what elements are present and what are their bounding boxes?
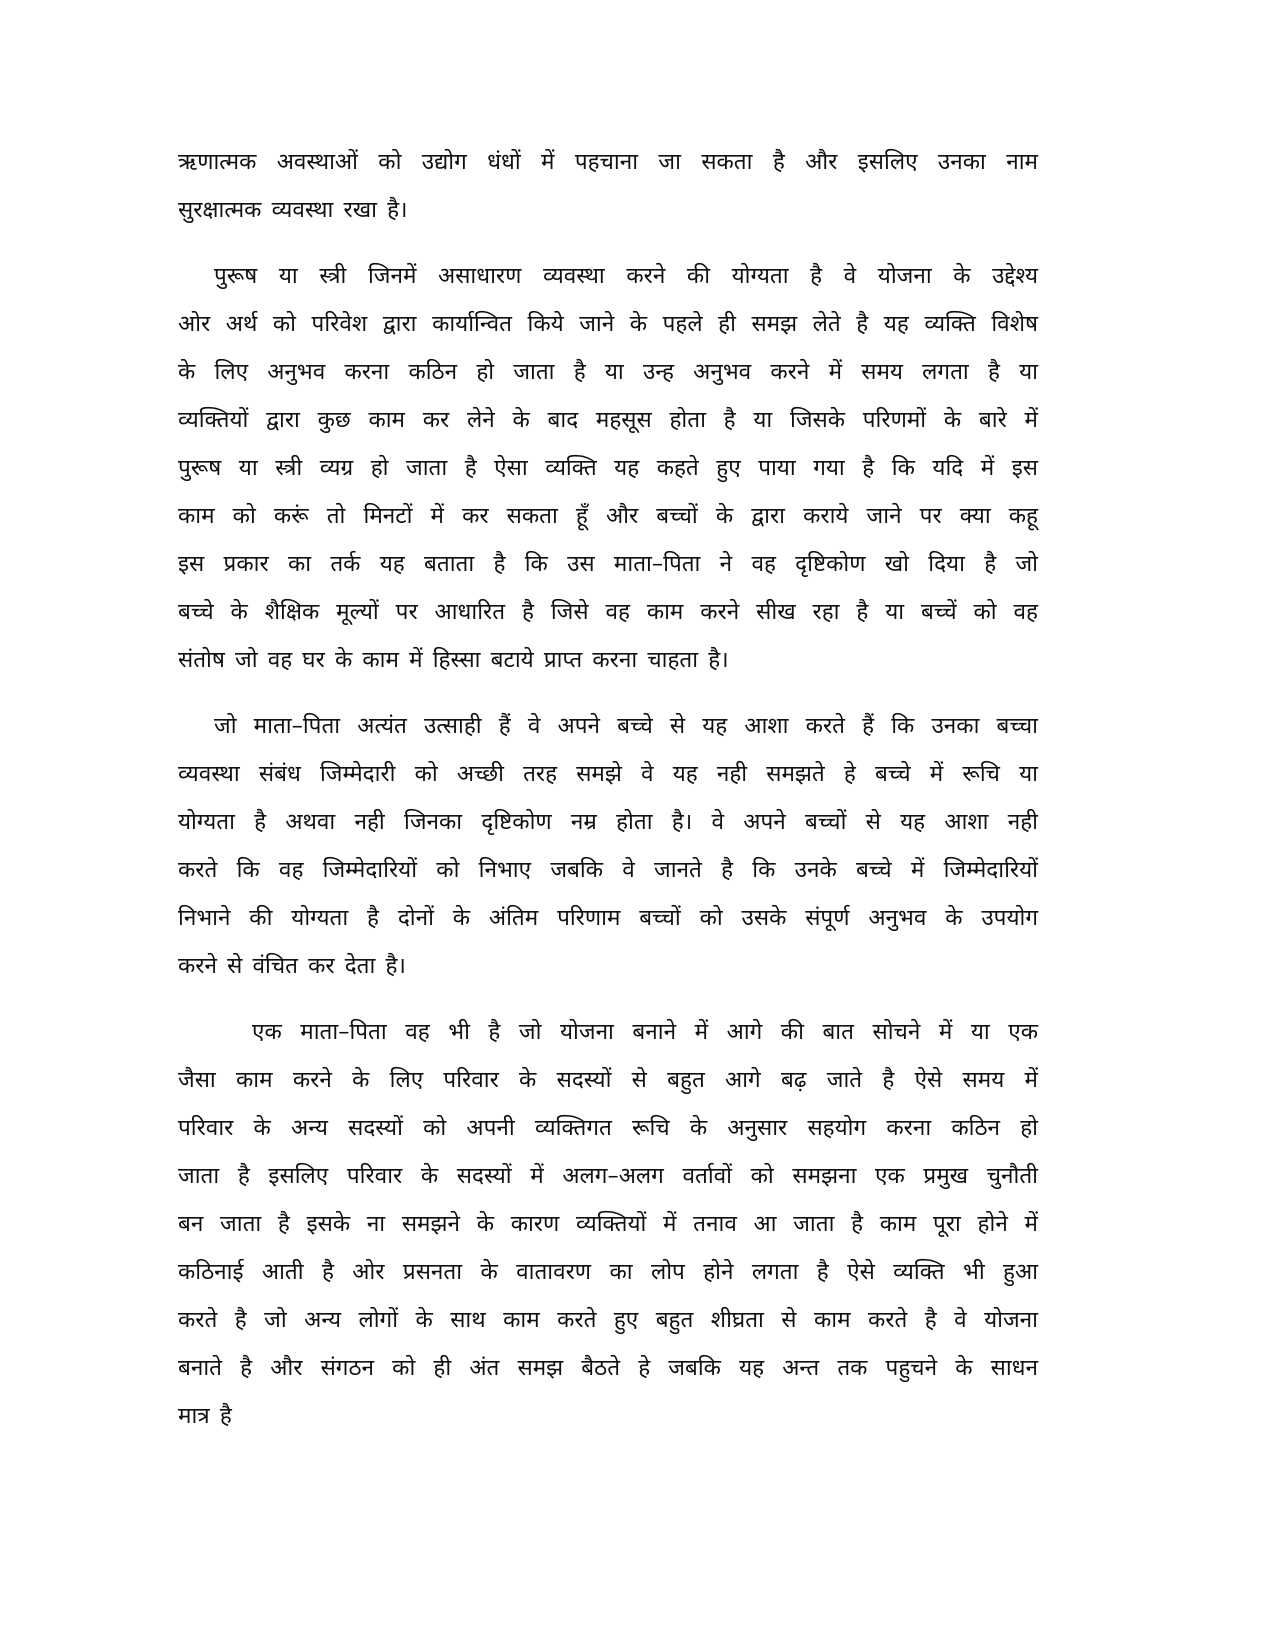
text-line: इस प्रकार का तर्क यह बताता है कि उस माता–पिता ने वह दृष्टिकोण खो दिया है जो <box>178 551 1038 577</box>
text-line: जाता है इसलिए परिवार के सदस्यों में अलग–अलग वर्तावों को समझना एक प्रमुख चुनौती <box>178 1163 1038 1189</box>
text-line: कठिनाई आती है ओर प्रसनता के वातावरण का लोप होने लगता है ऐसे व्यक्ति भी हुआ <box>178 1259 1038 1285</box>
text-line: बनाते है और संगठन को ही अंत समझ बैठते हे जबकि यह अन्त तक पहुचने के साधन <box>178 1355 1038 1381</box>
text-line: जो माता–पिता अत्यंत उत्साही हैं वे अपने बच्चे से यह आशा करते हैं कि उनका बच्चा <box>214 713 1038 739</box>
text-line: बन जाता है इसके ना समझने के कारण व्यक्तियों में तनाव आ जाता है काम पूरा होने में <box>178 1211 1038 1237</box>
text-line: परिवार के अन्य सदस्यों को अपनी व्यक्तिगत रूचि के अनुसार सहयोग करना कठिन हो <box>178 1115 1038 1141</box>
body-text <box>178 138 1038 1458</box>
text-line: करते है जो अन्य लोगों के साथ काम करते हुए बहुत शीघ्रता से काम करते है वे योजना <box>178 1307 1038 1333</box>
text-line: पुरूष या स्त्री व्यग्र हो जाता है ऐसा व्यक्ति यह कहते हुए पाया गया है कि यदि में इस <box>178 455 1038 481</box>
text-line: व्यक्तियों द्वारा कुछ काम कर लेने के बाद महसूस होता है या जिसके परिणमों के बारे में <box>178 407 1038 433</box>
text-line: निभाने की योग्यता है दोनों के अंतिम परिणाम बच्चों को उसके संपूर्ण अनुभव के उपयोग <box>178 905 1038 931</box>
text-line: मात्र है <box>178 1403 232 1429</box>
text-line: बच्चे के शैक्षिक मूल्यों पर आधारित है जिसे वह काम करने सीख रहा है या बच्चें को वह <box>178 599 1038 625</box>
paragraph-4 <box>178 1008 1038 1440</box>
text-line: करने से वंचित कर देता है। <box>178 953 406 979</box>
text-line: जैसा काम करने के लिए परिवार के सदस्यों से बहुत आगे बढ़ जाते है ऐसे समय में <box>178 1067 1038 1093</box>
text-line: काम को करूं तो मिनटों में कर सकता हूँ और बच्चों के द्वारा कराये जाने पर क्या कहू <box>178 503 1038 529</box>
paragraph-3 <box>178 702 1038 990</box>
text-line: पुरूष या स्त्री जिनमें असाधारण व्यवस्था करने की योग्यता है वे योजना के उद्देश्य <box>214 263 1038 289</box>
text-line: सुरक्षात्मक व्यवस्था रखा है। <box>178 197 408 223</box>
paragraph-1 <box>178 138 1038 234</box>
text-line: ओर अर्थ को परिवेश द्वारा कार्यान्वित किये जाने के पहले ही समझ लेते है यह व्यक्ति विशेष <box>178 311 1038 337</box>
text-line: करते कि वह जिम्मेदारियों को निभाए जबकि वे जानते है कि उनके बच्चे में जिम्मेदारियों <box>178 857 1038 883</box>
text-line: व्यवस्था संबंध जिम्मेदारी को अच्छी तरह समझे वे यह नही समझते हे बच्चे में रूचि या <box>178 761 1038 787</box>
paragraph-2 <box>178 252 1038 684</box>
text-line: योग्यता है अथवा नही जिनका दृष्टिकोण नम्र होता है। वे अपने बच्चों से यह आशा नही <box>178 809 1038 835</box>
text-line: एक माता–पिता वह भी है जो योजना बनाने में आगे की बात सोचने में या एक <box>252 1019 1038 1045</box>
text-line: संतोष जो वह घर के काम में हिस्सा बटाये प्राप्त करना चाहता है। <box>178 647 729 673</box>
text-line: के लिए अनुभव करना कठिन हो जाता है या उन्ह अनुभव करने में समय लगता है या <box>178 359 1038 385</box>
text-line: ऋणात्मक अवस्थाओं को उद्योग धंधों में पहचाना जा सकता है और इसलिए उनका नाम <box>178 149 1038 175</box>
